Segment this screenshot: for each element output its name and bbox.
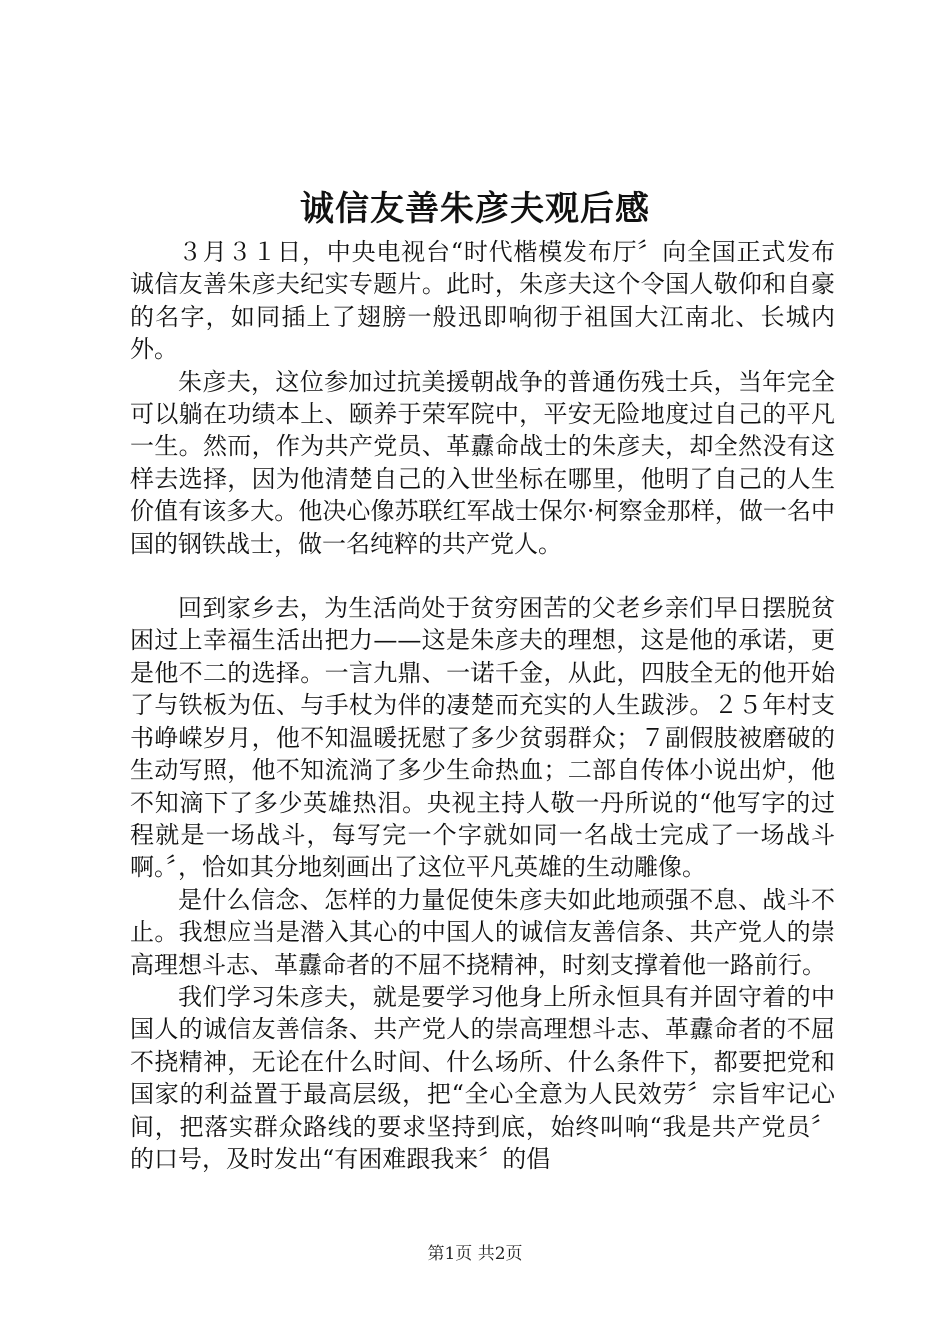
document-body — [130, 236, 835, 1175]
paragraph-4: 是什么信念、怎样的力量促使朱彦夫如此地顽强不息、战斗不止。我想应当是潜入其心的中国人的诚信友善信条、共产党人的崇高理想斗志、革纛命者的不屈不挠精神，时刻支撑着他一路前行。 — [130, 885, 835, 979]
paragraph-5: 我们学习朱彦夫，就是要学习他身上所永恒具有并固守着的中国人的诚信友善信条、共产党人的崇高理想斗志、革纛命者的不屈不挠精神，无论在什么时间、什么场所、什么条件下，都要把党和国家的利益置于最高层级，把“全心全意为人民效劳〞宗旨牢记心间，把落实群众路线的要求坚持到底，始终叫响“我是共产党员〞的口号，及时发出“有困难跟我来〞的倡 — [130, 982, 835, 1173]
page-indicator: 第1页 共2页 — [427, 1244, 523, 1264]
document-title: 诚信友善朱彦夫观后感 — [300, 189, 650, 229]
paragraph-2: 朱彦夫，这位参加过抗美援朝战争的普通伤残士兵，当年完全可以躺在功绩本上、颐养于荣军院中，平安无险地度过自己的平凡一生。然而，作为共产党员、革纛命战士的朱彦夫，却全然没有这样去选择，因为他清楚自己的入世坐标在哪里，他明了自己的人生价值有该多大。他决心像苏联红军战士保尔·柯察金那样，做一名中国的钢铁战士，做一名纯粹的共产党人。 — [130, 367, 835, 558]
paragraph-3: 回到家乡去，为生活尚处于贫穷困苦的父老乡亲们早日摆脱贫困过上幸福生活出把力——这是朱彦夫的理想，这是他的承诺，更是他不二的选择。一言九鼎、一诺千金，从此，四肢全无的他开始了与铁板为伍、与手杖为伴的凄楚而充实的人生跋涉。２５年村支书峥嵘岁月，他不知温暖抚慰了多少贫弱群众；７副假肢被磨破的生动写照，他不知流淌了多少生命热血；二部自传体小说出炉，他不知滴下了多少英雄热泪。央视主持人敬一丹所说的“他写字的过程就是一场战斗，每写完一个字就如同一名战士完成了一场战斗啊。〞，恰如其分地刻画出了这位平凡英雄的生动雕像。 — [130, 594, 835, 882]
paragraph-1: ３月３１日，中央电视台“时代楷模发布厅〞向全国正式发布诚信友善朱彦夫纪实专题片。此时，朱彦夫这个令国人敬仰和自豪的名字，如同插上了翅膀一般迅即响彻于祖国大江南北、长城内外。 — [130, 238, 835, 364]
